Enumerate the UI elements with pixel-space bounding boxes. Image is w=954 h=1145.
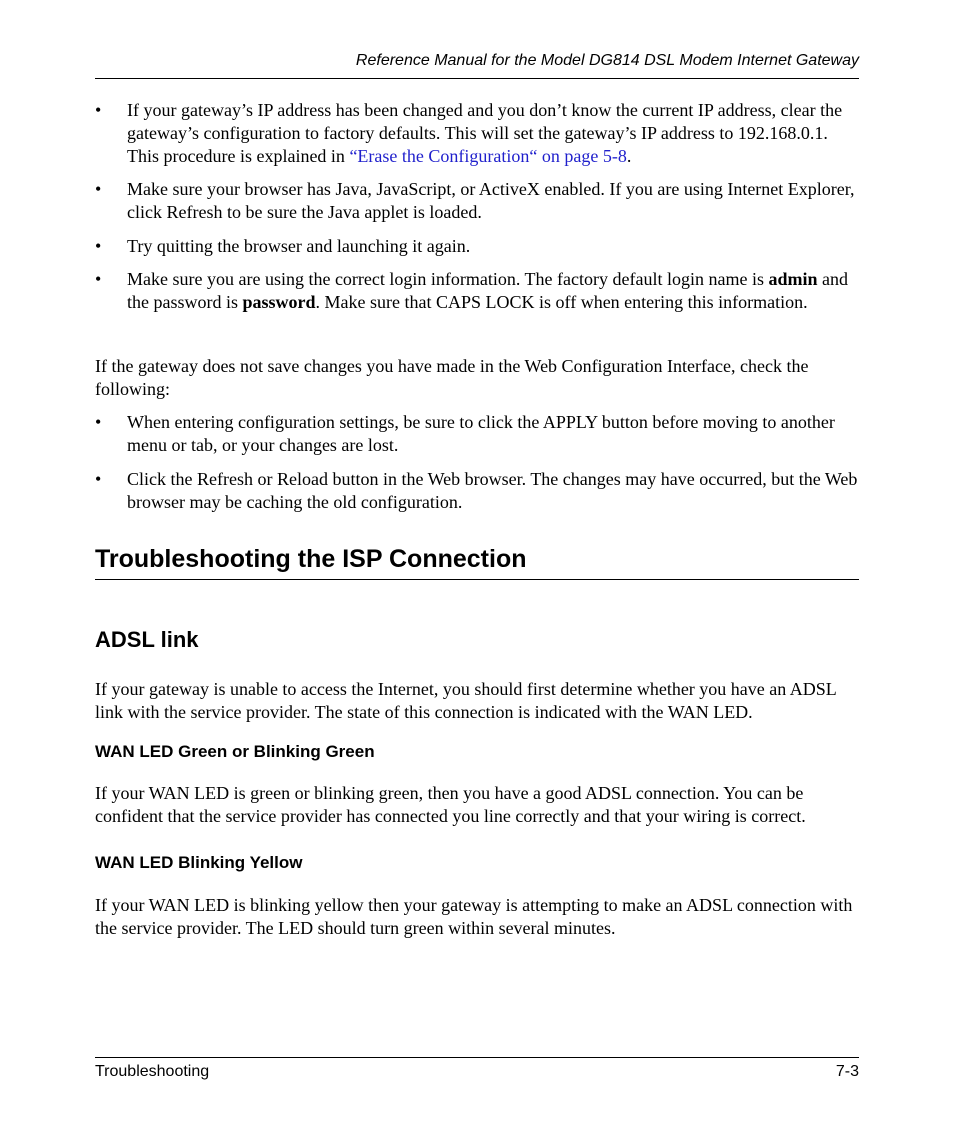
bullet-item-browser-java: Make sure your browser has Java, JavaScript, or ActiveX enabled. If you are using Internet Explorer, click Refresh to be sure the Java applet is loaded. (127, 179, 855, 222)
bullet-text: Make sure you are using the correct login information. The factory default login name is (127, 269, 769, 289)
section-heading: Troubleshooting the ISP Connection (95, 545, 527, 573)
footer-chapter: Troubleshooting (95, 1063, 210, 1080)
subsubsection-heading-green: WAN LED Green or Blinking Green (95, 742, 375, 761)
bullet-text: . Make sure that CAPS LOCK is off when entering this information. (315, 292, 808, 312)
bullet-marker: • (95, 236, 102, 256)
default-password: password (242, 292, 316, 312)
bullet-item-reset-ip (127, 99, 859, 168)
running-header: Reference Manual for the Model DG814 DSL Modem Internet Gateway (355, 52, 859, 69)
header-rule (95, 78, 859, 79)
cross-reference-link[interactable]: “Erase the Configuration“ on page 5-8 (349, 146, 627, 166)
section-heading-rule (95, 579, 859, 580)
bullet-marker: • (95, 269, 102, 289)
footer-page-number: 7-3 (835, 1063, 859, 1080)
bullet-text: If your gateway’s IP address has been changed and you don’t know the current IP address, clear the gateway’s configuration to factory defaults. This will set the gateway’s IP address to 192.168.0.1. This procedure is explained in (127, 100, 843, 166)
bullet-item-login-info (127, 268, 859, 314)
wan-led-yellow-paragraph: If your WAN LED is blinking yellow then your gateway is attempting to make an ADSL connection with the service provider. The LED should turn green within several minutes. (95, 895, 853, 938)
bullet-marker: • (95, 469, 102, 489)
footer-rule (95, 1057, 859, 1058)
bullet-text: and the password is (127, 269, 849, 312)
bullet-item-refresh-reload: Click the Refresh or Reload button in the Web browser. The changes may have occurred, but the Web browser may be caching the old configuration. (127, 469, 858, 512)
adsl-link-paragraph: If your gateway is unable to access the Internet, you should first determine whether you have an ADSL link with the service provider. The state of this connection is indicated with the WAN LED. (95, 679, 837, 722)
wan-led-green-paragraph: If your WAN LED is green or blinking green, then you have a good ADSL connection. You can be confident that the service provider has connected you line correctly and that your wiring is correct. (95, 783, 806, 826)
bullet-item-restart-browser: Try quitting the browser and launching it again. (127, 236, 471, 256)
bullet-item-apply-button: When entering configuration settings, be sure to click the APPLY button before moving to another menu or tab, or your changes are lost. (127, 412, 835, 455)
subsection-heading: ADSL link (95, 627, 199, 652)
intro-paragraph: If the gateway does not save changes you have made in the Web Configuration Interface, check the following: (95, 356, 809, 399)
bullet-marker: • (95, 412, 102, 432)
default-login-name: admin (768, 269, 818, 289)
bullet-marker: • (95, 100, 102, 120)
subsubsection-heading-yellow: WAN LED Blinking Yellow (95, 853, 303, 872)
bullet-marker: • (95, 179, 102, 199)
bullet-text-end: . (626, 146, 632, 166)
